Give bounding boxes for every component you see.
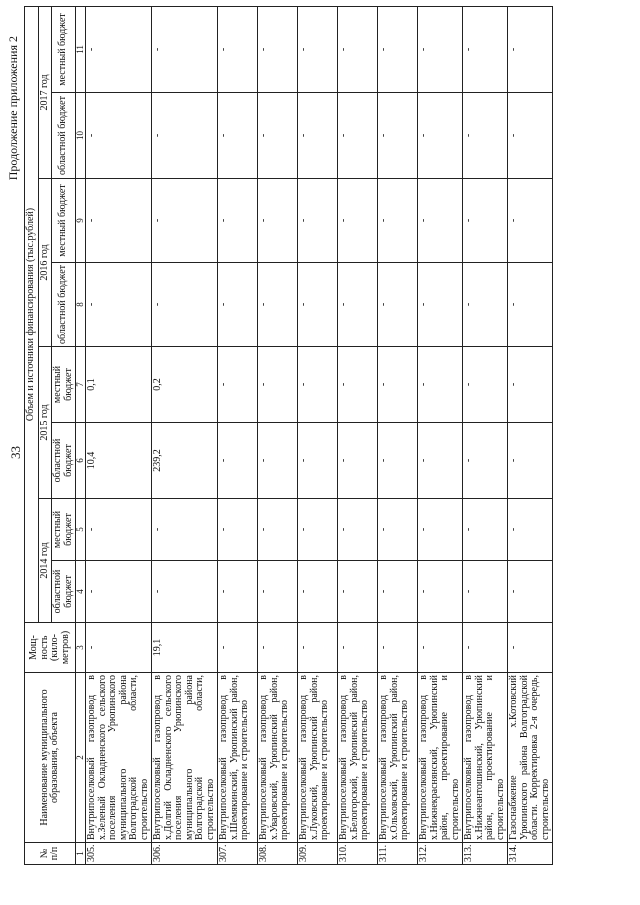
budget-value: - <box>508 561 553 623</box>
object-name: Внутрипоселковый газопровод в х.Нижнеантошинский, Урюпинский район, проектирование и строительство <box>463 673 508 843</box>
row-number: 312. <box>418 843 463 865</box>
budget-value: 239,2 <box>152 423 218 499</box>
budget-value: - <box>378 499 418 561</box>
table-row <box>338 6 378 864</box>
table-row <box>258 6 298 864</box>
budget-value: - <box>338 93 378 179</box>
budget-value: - <box>418 499 463 561</box>
budget-value: - <box>463 561 508 623</box>
budget-value: - <box>298 347 338 423</box>
budget-value: - <box>508 179 553 263</box>
budget-value: - <box>378 347 418 423</box>
header-name: Наименование муниципального образования, объекта <box>25 673 76 843</box>
row-number: 313. <box>463 843 508 865</box>
budget-value: - <box>463 6 508 92</box>
header-year-2015: 2015 год <box>38 347 52 499</box>
budget-value: - <box>258 423 298 499</box>
budget-value: - <box>258 347 298 423</box>
budget-value: - <box>218 263 258 347</box>
table-row <box>152 6 218 864</box>
budget-value: - <box>152 561 218 623</box>
budget-value: - <box>378 179 418 263</box>
table-row <box>378 6 418 864</box>
budget-value: - <box>86 6 152 92</box>
budget-value: - <box>298 499 338 561</box>
header-year-2016: 2016 год <box>38 179 52 347</box>
table-row <box>298 6 338 864</box>
budget-value: - <box>463 423 508 499</box>
capacity-value: - <box>298 623 338 673</box>
header-regional: областной бюджет <box>52 561 76 623</box>
column-number: 1 <box>76 843 86 865</box>
budget-value: - <box>338 423 378 499</box>
budget-value: - <box>338 347 378 423</box>
object-name: Внутрипоселковый газопровод в х.Ольховский, Урюпинский район, проектирование и строительство <box>378 673 418 843</box>
budget-value: - <box>258 499 298 561</box>
budget-value: - <box>418 93 463 179</box>
budget-value: - <box>298 93 338 179</box>
budget-value: - <box>218 93 258 179</box>
budget-value: - <box>508 423 553 499</box>
object-name: Внутрипоселковый газопровод в х.Шемякинский, Урюпинский район, проектирование и строительство <box>218 673 258 843</box>
budget-value: - <box>418 347 463 423</box>
column-number: 5 <box>76 499 86 561</box>
budget-value: - <box>258 179 298 263</box>
budget-value: - <box>418 6 463 92</box>
budget-value: - <box>338 499 378 561</box>
row-number: 310. <box>338 843 378 865</box>
capacity-value: - <box>418 623 463 673</box>
budget-value: - <box>152 499 218 561</box>
row-number: 307. <box>218 843 258 865</box>
header-local: местный бюджет <box>52 179 76 263</box>
budget-value: - <box>508 499 553 561</box>
budget-value: - <box>338 6 378 92</box>
budget-value: - <box>418 423 463 499</box>
header-local: местный бюджет <box>52 347 76 423</box>
column-number: 8 <box>76 263 86 347</box>
budget-value: - <box>378 263 418 347</box>
budget-value: - <box>463 347 508 423</box>
capacity-value: - <box>218 623 258 673</box>
capacity-value: - <box>86 623 152 673</box>
budget-value: - <box>508 93 553 179</box>
row-number: 311. <box>378 843 418 865</box>
budget-value: - <box>298 561 338 623</box>
header-capacity: Мощ-ность (кило-метров) <box>25 623 76 673</box>
budget-value: - <box>418 263 463 347</box>
budget-value: - <box>298 6 338 92</box>
row-number: 308. <box>258 843 298 865</box>
budget-value: - <box>463 179 508 263</box>
column-number: 2 <box>76 673 86 843</box>
column-number: 4 <box>76 561 86 623</box>
column-number: 6 <box>76 423 86 499</box>
capacity-value: - <box>258 623 298 673</box>
table-row <box>418 6 463 864</box>
page-number: 33 <box>8 446 23 459</box>
header-local: местный бюджет <box>52 6 76 92</box>
budget-value: - <box>378 93 418 179</box>
budget-value: - <box>218 347 258 423</box>
budget-value: - <box>258 93 298 179</box>
budget-value: - <box>378 423 418 499</box>
header-year-2017: 2017 год <box>38 6 52 178</box>
budget-value: - <box>218 179 258 263</box>
capacity-value: 19,1 <box>152 623 218 673</box>
object-name: Внутрипоселковый газопровод в х.Белогорский, Урюпинский район, проектирование и строительство <box>338 673 378 843</box>
budget-value: - <box>152 179 218 263</box>
budget-value: - <box>338 263 378 347</box>
object-name: Внутрипоселковый газопровод в х.Долгий Окладненского сельского поселения Урюпинского муниципального района Волгоградской области, строительство <box>152 673 218 843</box>
column-number: 7 <box>76 347 86 423</box>
financing-table <box>24 6 553 865</box>
object-name: Внутрипоселковый газопровод в х.Уваровский, Урюпинский район, проектирование и строительство <box>258 673 298 843</box>
continuation-label: Продолжение приложения 2 <box>6 36 20 181</box>
budget-value: - <box>258 263 298 347</box>
header-local: местный бюджет <box>52 499 76 561</box>
header-regional: областной бюджет <box>52 93 76 179</box>
capacity-value: - <box>508 623 553 673</box>
budget-value: - <box>378 6 418 92</box>
object-name: Газоснабжение х.Котовский Урюпинского района Волгоградской области. Корректировка 2-я очередь, строительство <box>508 673 553 843</box>
header-financing: Объем и источники финансирования (тыс.рублей) <box>25 6 39 622</box>
budget-value: - <box>152 6 218 92</box>
budget-value: - <box>463 93 508 179</box>
row-number: 314. <box>508 843 553 865</box>
budget-value: - <box>152 263 218 347</box>
budget-value: - <box>86 93 152 179</box>
budget-value: - <box>86 179 152 263</box>
row-number: 309. <box>298 843 338 865</box>
object-name: Внутрипоселковый газопровод в х.Луковский, Урюпинский район, проектирование и строительство <box>298 673 338 843</box>
budget-value: - <box>463 499 508 561</box>
budget-value: 0,1 <box>86 347 152 423</box>
capacity-value: - <box>338 623 378 673</box>
budget-value: - <box>298 423 338 499</box>
header-regional: областной бюджет <box>52 263 76 347</box>
budget-value: - <box>86 499 152 561</box>
header-num: № п/п <box>25 843 76 865</box>
table-row <box>463 6 508 864</box>
budget-value: - <box>508 6 553 92</box>
row-number: 306. <box>152 843 218 865</box>
budget-value: - <box>338 561 378 623</box>
budget-value: - <box>463 263 508 347</box>
budget-value: - <box>218 499 258 561</box>
budget-value: - <box>378 561 418 623</box>
capacity-value: - <box>378 623 418 673</box>
budget-value: - <box>338 179 378 263</box>
budget-value: - <box>298 263 338 347</box>
row-number: 305. <box>86 843 152 865</box>
budget-value: - <box>508 263 553 347</box>
capacity-value: - <box>463 623 508 673</box>
budget-value: - <box>86 263 152 347</box>
table-row <box>508 6 553 864</box>
budget-value: - <box>418 561 463 623</box>
budget-value: 0,2 <box>152 347 218 423</box>
budget-value: - <box>298 179 338 263</box>
table-row <box>218 6 258 864</box>
budget-value: - <box>418 179 463 263</box>
object-name: Внутрипоселковый газопровод в х.Зеленый Окладненского сельского поселения Урюпинского муниципального района Волгоградской области, строительство <box>86 673 152 843</box>
table-body <box>86 6 553 864</box>
budget-value: - <box>218 423 258 499</box>
budget-value: - <box>86 561 152 623</box>
header-year-2014: 2014 год <box>38 499 52 623</box>
header-regional: областной бюджет <box>52 423 76 499</box>
budget-value: - <box>218 6 258 92</box>
object-name: Внутрипоселковый газопровод в х.Нижнекраснянский, Урюпинский район, проектирование и строительство <box>418 673 463 843</box>
budget-value: - <box>218 561 258 623</box>
budget-value: - <box>258 6 298 92</box>
table-row <box>86 6 152 864</box>
column-number: 9 <box>76 179 86 263</box>
budget-value: 10,4 <box>86 423 152 499</box>
budget-value: - <box>152 93 218 179</box>
column-number: 10 <box>76 93 86 179</box>
budget-value: - <box>508 347 553 423</box>
budget-value: - <box>258 561 298 623</box>
column-number: 11 <box>76 6 86 92</box>
column-number: 3 <box>76 623 86 673</box>
